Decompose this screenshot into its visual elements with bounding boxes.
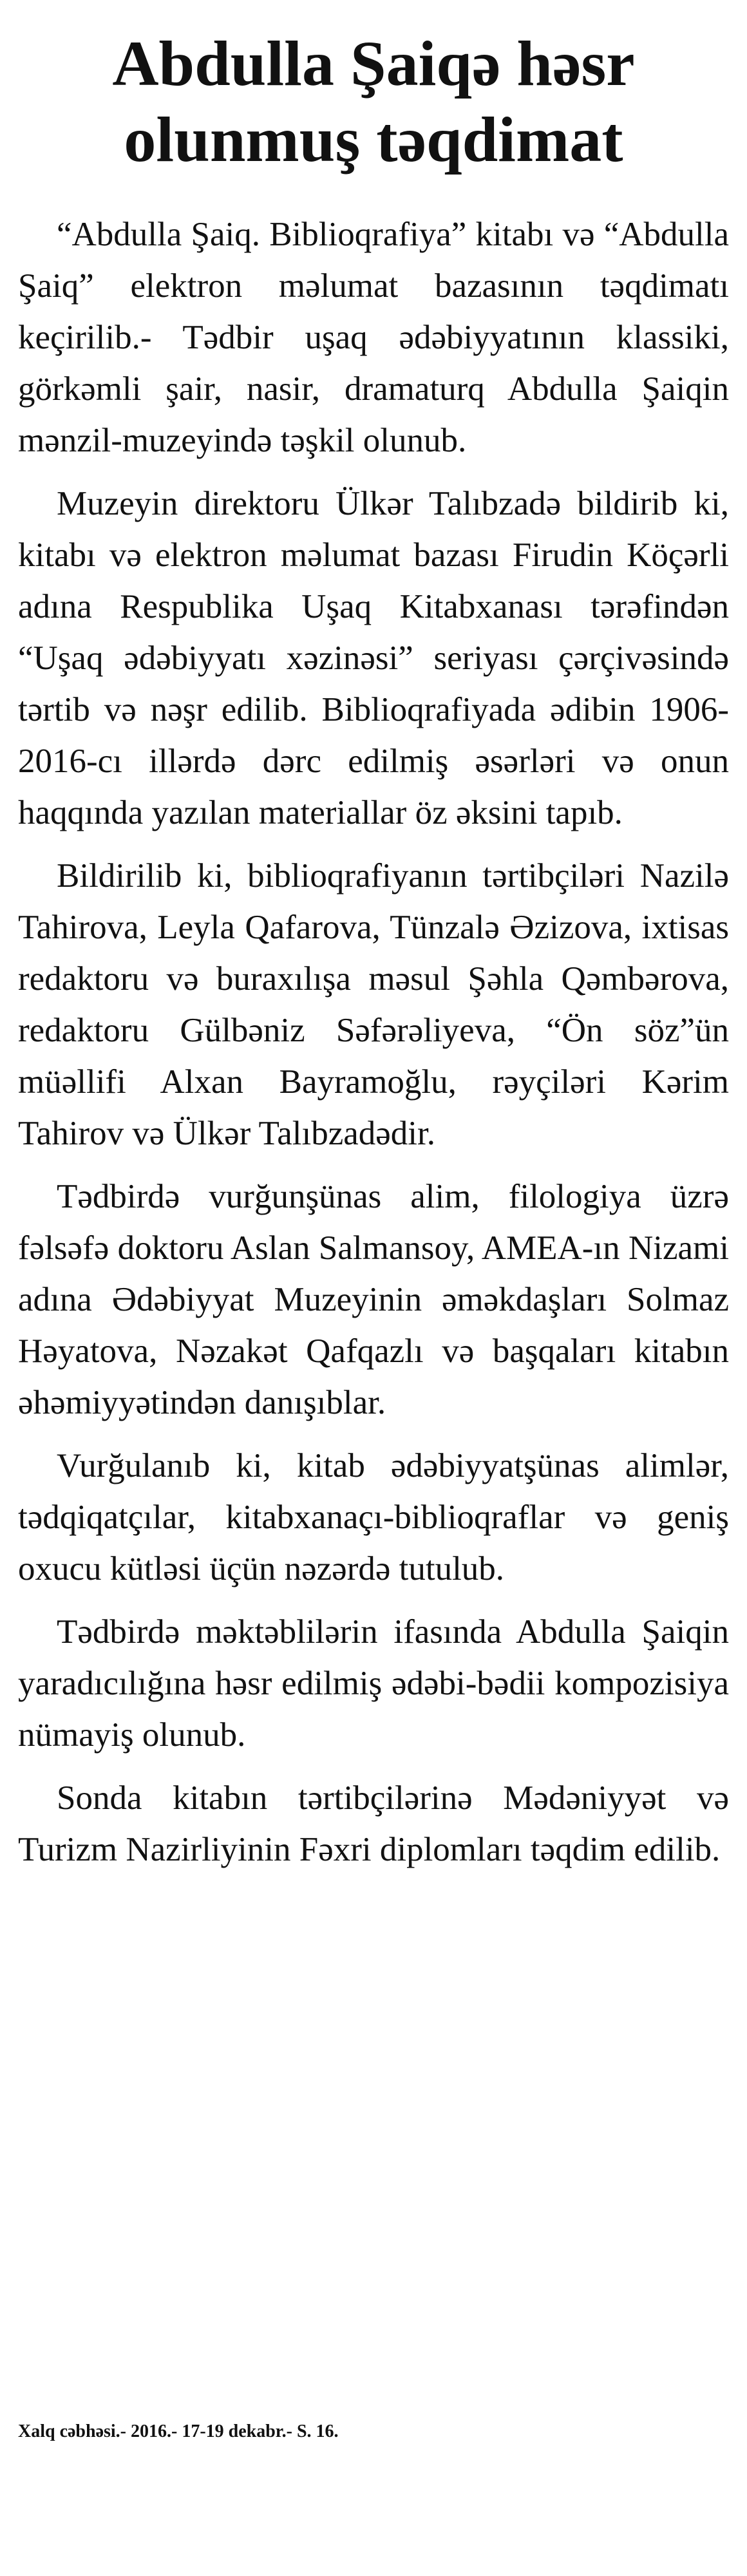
article-paragraph-7: Sonda kitabın tərtibçilərinə Mədəniyyət və Turizm Nazirliyinin Fəxri diplomları təqdim edilib. bbox=[18, 1779, 729, 1868]
article-paragraph-3: Bildirilib ki, biblioqrafiyanın tərtibçiləri Nazilə Tahirova, Leyla Qafarova, Tünzalə Əzizova, ixtisas redaktoru və buraxılışa məsul Şəhla Qəmbərova, redaktoru Gülbəniz Səfərəliyeva, “Ön söz”ün müəllifi Alxan Bayramoğlu, rəyçiləri Kərim Tahirov və Ülkər Talıbzadədir. bbox=[18, 857, 729, 1152]
headline-line-1: Abdulla Şaiqə həsr bbox=[112, 28, 635, 99]
headline-line-2: olunmuş təqdimat bbox=[124, 104, 623, 175]
source-citation: Xalq cəbhəsi.- 2016.- 17-19 dekabr.- S. 16. bbox=[18, 2421, 339, 2441]
article-body bbox=[18, 209, 729, 1875]
article-paragraph-1: “Abdulla Şaiq. Biblioqrafiya” kitabı və “Abdulla Şaiq” elektron məlumat bazasının təqdimatı keçirilib.- Tədbir uşaq ədəbiyyatının klassiki, görkəmli şair, nasir, dramaturq Abdulla Şaiqin mənzil-muzeyində təşkil olunub. bbox=[18, 216, 729, 459]
article-paragraph-2: Muzeyin direktoru Ülkər Talıbzadə bildirib ki, kitabı və elektron məlumat bazası Firudin Köçərli adına Respublika Uşaq Kitabxanası tərəfindən “Uşaq ədəbiyyatı xəzinəsi” seriyası çərçivəsində tərtib və nəşr edilib. Biblioqrafiyada ədibin 1906-2016-cı illərdə dərc edilmiş əsərləri və onun haqqında yazılan materiallar öz əksini tapıb. bbox=[18, 485, 729, 831]
article-headline bbox=[18, 26, 729, 178]
article-paragraph-6: Tədbirdə məktəblilərin ifasında Abdulla Şaiqin yaradıcılığına həsr edilmiş ədəbi-bədii kompozisiya nümayiş olunub. bbox=[18, 1613, 729, 1754]
article-paragraph-4: Tədbirdə vurğunşünas alim, filologiya üzrə fəlsəfə doktoru Aslan Salmansoy, AMEA-ın Nizami adına Ədəbiyyat Muzeyinin əməkdaşları Solmaz Həyatova, Nəzakət Qafqazlı və başqaları kitabın əhəmiyyətindən danışıblar. bbox=[18, 1178, 729, 1421]
article-paragraph-5: Vurğulanıb ki, kitab ədəbiyyatşünas alimlər, tədqiqatçılar, kitabxanaçı-biblioqraflar və geniş oxucu kütləsi üçün nəzərdə tutulub. bbox=[18, 1447, 729, 1587]
